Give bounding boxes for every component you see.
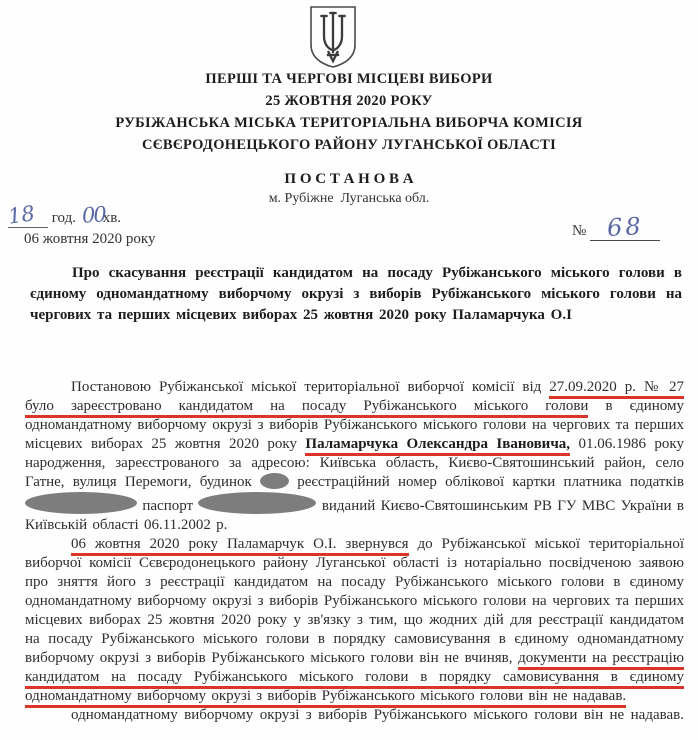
number-label: № [572, 223, 587, 239]
number-slot [590, 212, 660, 242]
document-number-block [572, 212, 660, 242]
document-type-title: П О С Т А Н О В А [284, 171, 414, 187]
handwritten-hour: 18 [6, 201, 37, 229]
document-subject: Про скасування реєстрації кандидатом на посаду Рубіжанського міського голови в єдиному одномандатному виборчому окрузі з виборів Рубіжанського міського голови на чергових та перших місцевих виборах 25 жовтня 2020 року Паламарчука О.І [30, 265, 682, 323]
document-place: м. Рубіжне Луганська обл. [268, 191, 430, 206]
p1-text: 01.06.1986 року народження, зареєстрованого за адресою: Київська область, Києво-Святошинський район, село Гатне, вулиця Перемоги, будинок [25, 436, 684, 490]
minutes-label: хв. [102, 210, 122, 226]
time-row [6, 201, 122, 229]
header-line-district: СЄВЄРОДОНЕЦЬКОГО РАЙОНУ ЛУГАНСЬКОЇ ОБЛАСТІ [141, 137, 557, 153]
redaction-blob-house-number [260, 473, 289, 489]
body-paragraph-1 [25, 378, 684, 535]
p1-text: Постановою Рубіжанської міської територіальної виборчої комісії від [71, 379, 550, 395]
scan-artifact-duplicate-line: одномандатному виборчому окрузі з виборів Рубіжанського міського голови він не надавав. [71, 707, 684, 723]
hour-slot [6, 201, 48, 229]
header-line-date: 25 ЖОВТНЯ 2020 РОКУ [265, 93, 433, 109]
document-body [25, 378, 684, 725]
p2-red-underlined-appeal: 06 жовтня 2020 року Паламарчук О.І. звернувся [71, 536, 409, 556]
header-line-elections: ПЕРШІ ТА ЧЕРГОВІ МІСЦЕВІ ВИБОРИ [205, 71, 493, 87]
redaction-blob-passport [198, 492, 316, 514]
header-line-commission: РУБІЖАНСЬКА МІСЬКА ТЕРИТОРІАЛЬНА ВИБОРЧА КОМІСІЯ [115, 115, 583, 131]
p1-candidate-name: Паламарчука Олександра Івановича, [305, 436, 570, 456]
p2-red-underlined-no-documents: документи на реєстрацію кандидатом на посаду Рубіжанського міського голови в порядку самовисування в єдиному одномандатному виборчому окрузі з виборів Рубіжанського міського голови він не надавав. [25, 650, 684, 708]
redaction-blob-tax-id [25, 492, 137, 514]
commission-header [0, 68, 698, 156]
handwritten-minutes: 00 [81, 202, 106, 228]
p1-text: в єдиному одномандатному виборчому окрузі з виборів Рубіжанського міського голови на чергових та перших місцевих виборах 25 жовтня 2020 року [25, 398, 684, 452]
p1-text: паспорт [137, 498, 199, 514]
hour-label: год. [51, 210, 76, 226]
p1-red-underlined-registration: 27.09.2020 р. № 27 було зареєстровано кандидатом на посаду Рубіжанського міського голови [25, 379, 684, 418]
p2-text: до Рубіжанської міської територіальної виборчої комісії Сєвєродонецького району Луганської області із нотаріально посвідченою заявою про зняття його з реєстрації кандидатом на посаду Рубіжанського міського голови в єдиному одномандатному виборчому окрузі з виборів Рубіжанського міського голови на чергових та перших місцевих виборах 25 жовтня 2020 року у зв'язку з тим, що жодних дій для реєстрації кандидатом на посаду Рубіжанського міського голови в порядку самовисування в єдиному одномандатному виборчому окрузі з виборів Рубіжанського міського голови він не вчиняв, [25, 536, 684, 666]
body-paragraph-2 [25, 535, 684, 706]
document-date: 06 жовтня 2020 року [24, 231, 156, 247]
p1-text: виданий Києво-Святошинським РВ ГУ МВС України в Київській області 06.11.2002 р. [25, 498, 684, 533]
p1-text: реєстраційний номер облікової картки платника податків [289, 474, 684, 490]
ukraine-trident-emblem-icon [308, 5, 358, 69]
handwritten-number: 68 [606, 212, 645, 242]
